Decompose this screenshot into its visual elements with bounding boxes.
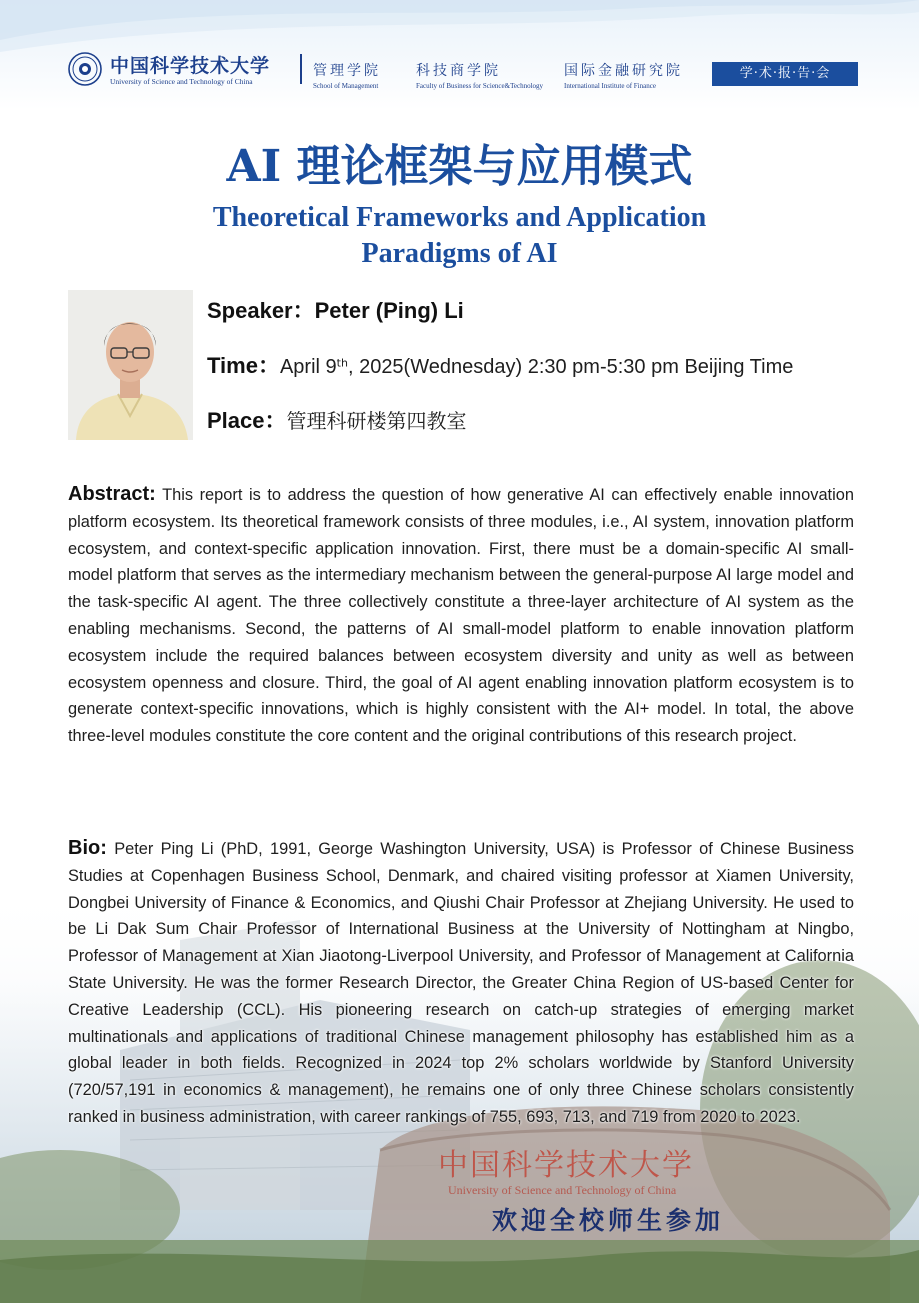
time-value-ordinal: th (336, 356, 348, 370)
abstract-section (68, 481, 854, 750)
rock-inscription-cn: 中国科学技术大学 (438, 1148, 694, 1183)
school-management (313, 60, 381, 90)
speaker-label: Speaker： (207, 298, 315, 323)
bio-label: Bio: (68, 837, 107, 859)
time-value-date: April 9 (279, 356, 337, 378)
title-english-line1: Theoretical Frameworks and Application (212, 202, 707, 233)
abstract-text: This report is to address the question of how generative AI can effectively enable innovation platform ecosystem. Its theoretical framework consists of three modules, i.e., AI system, innovation platform ecosystem, and context-specific application innovation. First, there must be a domain-specific AI small-model platform that serves as the intermediary mechanism between the general-purpose AI large model and the task-specific AI agent. The three collectively constitute a three-layer architecture of AI system as the enabling mechanisms. Second, the patterns of AI small-model platform to enable innovation platform ecosystem include the required balances between ecosystem diversity and unity as well as between ecosystem openness and closure. Third, the goal of AI agent enabling innovation platform ecosystem is to generate context-specific innovations, which is highly consistent with the AI+ model. In total, the above three-level modules constitute the core content and the original contributions of this research project. (68, 486, 854, 746)
bio-text: Peter Ping Li (PhD, 1991, George Washington University, USA) is Professor of Chinese Business Studies at Copenhagen Business School, Denmark, and chaired visiting professor at Xiamen University, Dongbei University of Finance & Economics, and Qiushi Chair Professor at Zhejiang University. He used to be Li Dak Sum Chair Professor of International Business at the University of Nottingham at Ningbo, Professor of Management at Xian Jiaotong-Liverpool University, and Professor of Management at California State University. He was the former Research Director, the Greater China Region of US-based Center for Creative Leadership (CCL). His pioneering research on catch-up strategies of emerging market multinationals and applications of traditional Chinese management philosophy has established him as a global leader in both fields. Recognized in 2024 top 2% scholars worldwide by Stanford University (720/57,191 in economics & management), he remains one of only three Chinese scholars consistently ranked in business administration, with career rankings of 755, 693, 713, and 719 from 2020 to 2023. (68, 840, 854, 1126)
speaker-name: Peter (Ping) Li (314, 298, 464, 323)
time-row (207, 349, 793, 380)
header-banner (66, 48, 859, 90)
title-chinese: AI 理论框架与应用模式 (226, 141, 693, 192)
university-name-cn: 中国科学技术大学 (110, 55, 271, 77)
speaker-row (207, 294, 464, 325)
time-label: Time： (207, 353, 280, 378)
school-name-en: International Institute of Finance (564, 82, 656, 90)
header-divider (300, 54, 302, 84)
welcome-message: 欢迎全校师生参加 (492, 1206, 725, 1235)
place-row (207, 404, 467, 435)
school-name-cn: 国际金融研究院 (564, 63, 683, 79)
university-seal-icon (68, 52, 102, 86)
speaker-photo (68, 290, 193, 440)
school-name-cn: 管理学院 (313, 63, 381, 79)
bio-section (68, 835, 854, 1131)
school-name-en: Faculty of Business for Science&Technology (416, 82, 544, 90)
school-name-cn: 科技商学院 (416, 63, 501, 79)
place-label: Place： (207, 408, 287, 433)
time-value-rest: , 2025(Wednesday) 2:30 pm-5:30 pm Beijing Time (347, 356, 794, 378)
title-english-line2: Paradigms of AI (361, 238, 558, 269)
academic-lecture-tag: 学·术·报·告·会 (712, 62, 858, 86)
school-name-en: School of Management (313, 82, 379, 90)
school-business-science-tech (416, 60, 543, 90)
school-institute-finance (564, 60, 683, 90)
university-name-en: University of Science and Technology of China (110, 77, 253, 86)
abstract-label: Abstract: (68, 483, 156, 505)
place-value: 管理科研楼第四教室 (286, 411, 467, 433)
title-english (0, 200, 919, 272)
rock-inscription-en: University of Science and Technology of China (448, 1183, 677, 1197)
